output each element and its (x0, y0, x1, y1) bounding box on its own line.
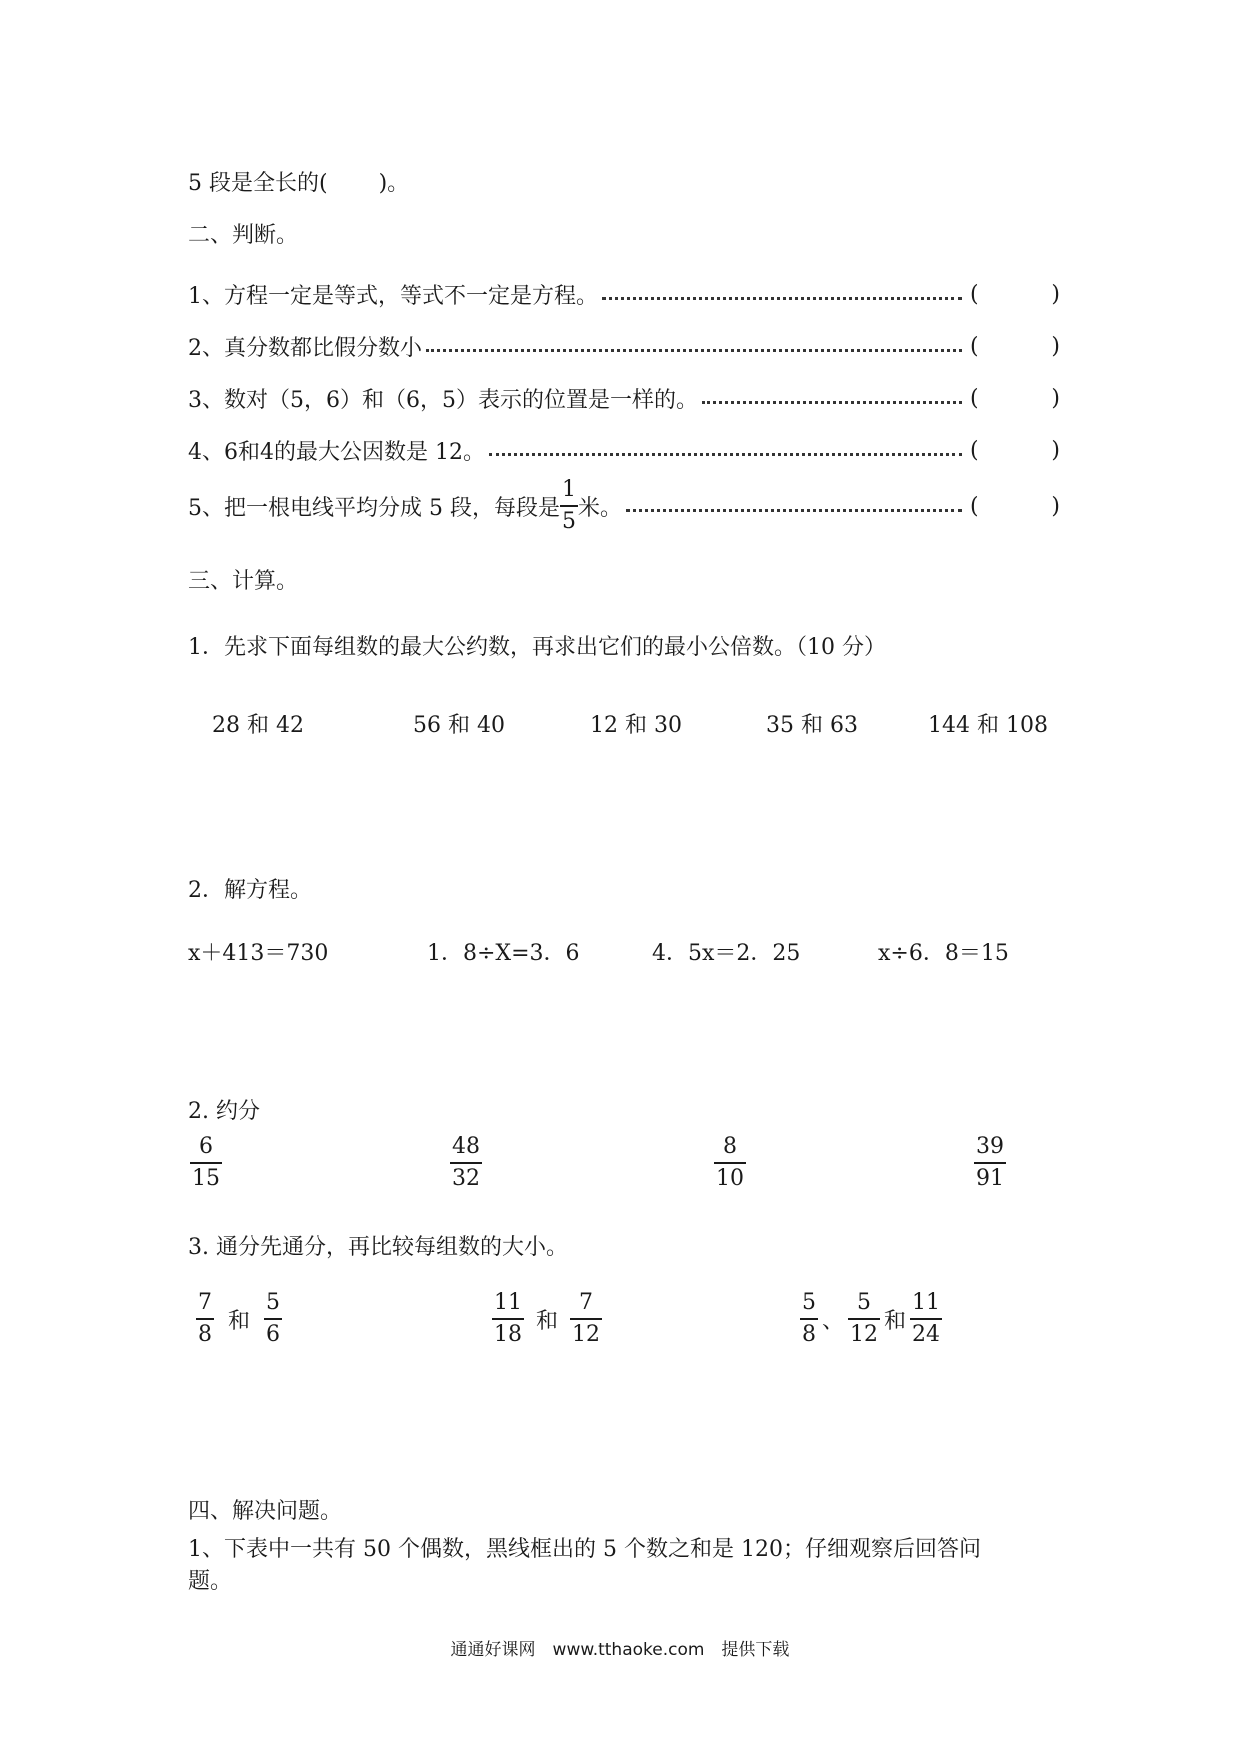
equation: x÷6．8＝15 (878, 941, 1009, 966)
fraction: $\frac{39}{91}$ (976, 1134, 1004, 1191)
judge-text-tail: 米。 (577, 495, 622, 521)
dot-leader (602, 297, 962, 300)
number-pair: 56 和 40 (413, 713, 505, 738)
section3-title: 三、计算。 (188, 569, 299, 594)
fraction: $\frac{1}{5}$ (561, 477, 576, 534)
judge-text: 4、6和4的最大公因数是 12。 (188, 439, 485, 465)
equation: 4．5x＝2．25 (652, 941, 801, 966)
number-pair: 12 和 30 (590, 713, 682, 738)
footer-credit: 通通好课网 www.tthaoke.com 提供下载 (450, 1640, 790, 1660)
question-simplify: 2. 约分 (188, 1099, 260, 1124)
number-pair: 144 和 108 (928, 713, 1048, 738)
fraction: $\frac{6}{15}$ (192, 1134, 220, 1191)
dot-leader (702, 401, 962, 404)
compare-group-3: $\frac{5}{8}$ 、 $\frac{5}{12}$ 和 $\frac{11}{24}$ (802, 1290, 941, 1347)
judge-item (188, 378, 1060, 418)
judge-item (188, 274, 1060, 314)
number-pair: 35 和 63 (766, 713, 858, 738)
fraction: $\frac{48}{32}$ (452, 1134, 480, 1191)
equation: 1．8÷X=3．6 (427, 941, 580, 966)
dot-leader (426, 349, 962, 352)
problem-line: 题。 (188, 1569, 233, 1594)
fraction: $\frac{8}{10}$ (716, 1134, 744, 1191)
answer-parens[interactable]: ( ) (970, 281, 1060, 307)
judge-text: 2、真分数都比假分数小 (188, 335, 422, 361)
answer-parens[interactable]: ( ) (970, 493, 1060, 519)
judge-item (188, 430, 1060, 470)
judge-item (188, 326, 1060, 366)
compare-group-1: $\frac{7}{8}$ 和 $\frac{5}{6}$ (198, 1290, 281, 1347)
answer-parens[interactable]: ( ) (970, 437, 1060, 463)
answer-parens[interactable]: ( ) (970, 385, 1060, 411)
judge-item (188, 476, 1060, 536)
answer-parens[interactable]: ( ) (970, 333, 1060, 359)
judge-text: 3、数对（5，6）和（6，5）表示的位置是一样的。 (188, 387, 698, 413)
continuation-line: 5 段是全长的( )。 (188, 171, 410, 196)
question-gcd-lcm: 1．先求下面每组数的最大公约数，再求出它们的最小公倍数。（10 分） (188, 635, 886, 660)
section4-title: 四、解决问题。 (188, 1499, 343, 1524)
dot-leader (489, 453, 962, 456)
question-equations: 2．解方程。 (188, 878, 312, 903)
judge-text: 1、方程一定是等式，等式不一定是方程。 (188, 283, 598, 309)
question-compare: 3. 通分先通分，再比较每组数的大小。 (188, 1235, 568, 1260)
section2-title: 二、判断。 (188, 223, 299, 248)
dot-leader (626, 509, 962, 512)
problem-line: 1、下表中一共有 50 个偶数，黑线框出的 5 个数之和是 120；仔细观察后回答问 (188, 1537, 981, 1562)
equation: x＋413＝730 (188, 941, 329, 966)
judge-text: 5、把一根电线平均分成 5 段，每段是 (188, 495, 560, 521)
number-pair: 28 和 42 (212, 713, 304, 738)
compare-group-2: $\frac{11}{18}$ 和 $\frac{7}{12}$ (494, 1290, 601, 1347)
